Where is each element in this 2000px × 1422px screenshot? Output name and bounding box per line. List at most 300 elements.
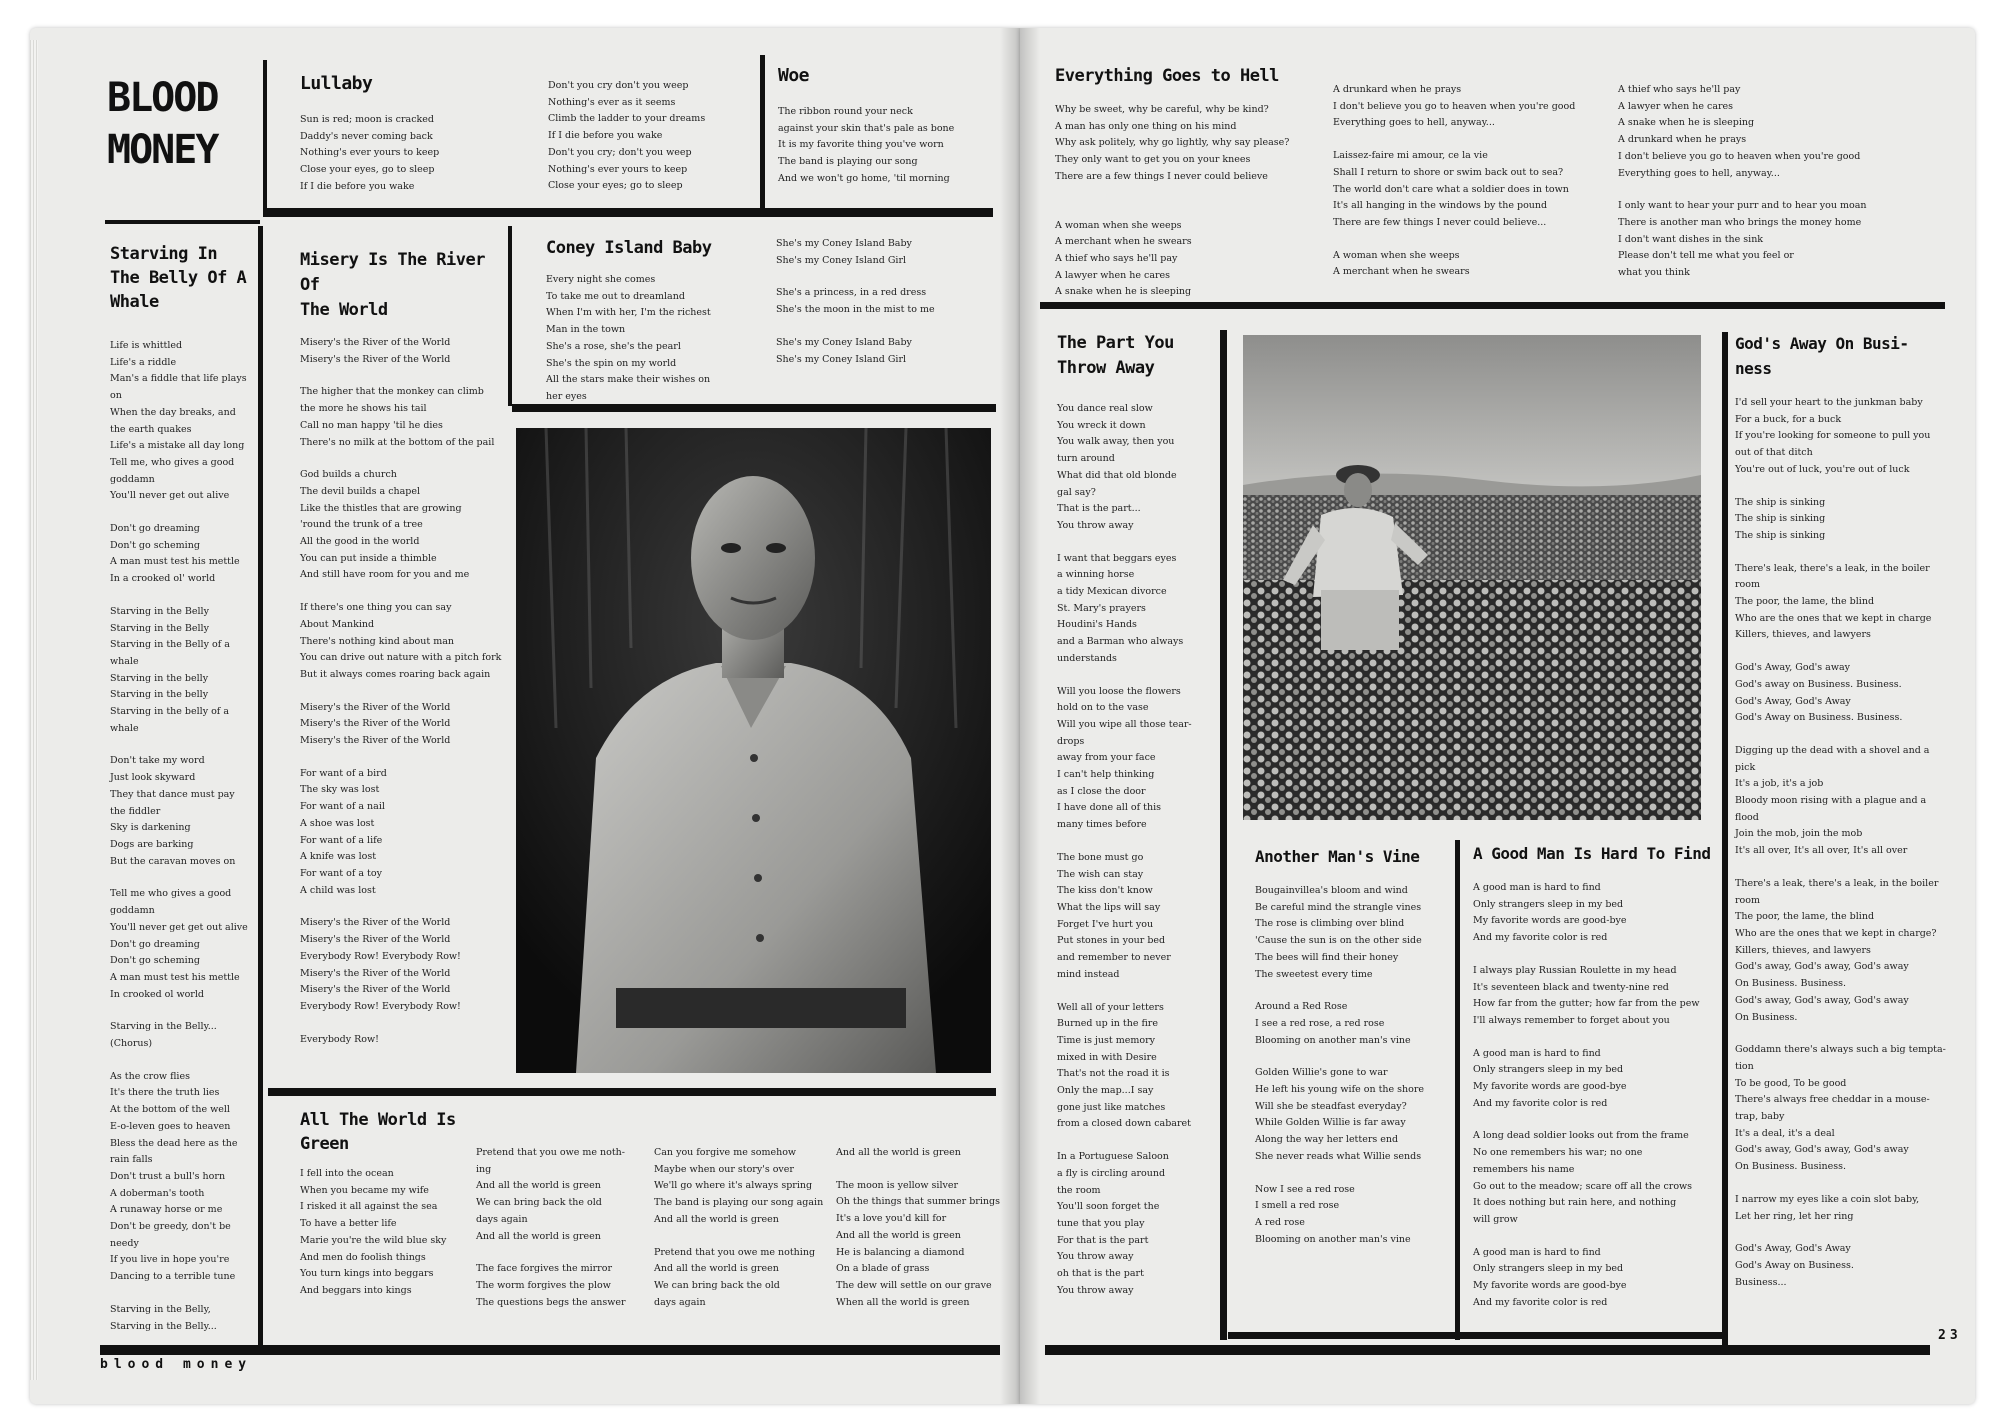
lyric-line: It's a deal, it's a deal [1735,1127,1835,1139]
lyric-line: Dogs are barking [110,838,194,850]
lyrics-column [300,112,530,196]
lyrics-column [1057,401,1217,1299]
lyric-line: Around a Red Rose [1255,1001,1348,1013]
lyric-line: What the lips will say [1057,901,1161,913]
lyrics-column [778,104,988,188]
lyric-line: A runaway horse or me [110,1204,223,1216]
lyric-line: mixed in with Desire [1057,1051,1157,1063]
lyric-line: And my favorite color is red [1473,1296,1608,1308]
lyric-line: It's all hanging in the windows by the pound [1333,200,1548,212]
lyric-line: Shall I return to shore or swim back out to sea? [1333,166,1564,178]
lyric-line: He left his young wife on the shore [1255,1084,1425,1096]
lyric-line: On a blade of grass [836,1263,930,1275]
stanza-break [300,684,505,700]
lyric-line: You're out of luck, you're out of luck [1735,463,1910,475]
page-stack-edge [30,40,38,1380]
lyric-line: Bless the dead here as the [110,1137,238,1149]
stanza-break [300,584,505,600]
lyrics-column [1735,395,1946,1291]
lyric-line: She's my Coney Island Baby [776,238,912,249]
lyric-line: God's Away, God's Away [1735,1243,1851,1255]
lyric-line: That is the part... [1057,503,1141,515]
lyric-line: Everybody Row! Everybody Row! [300,950,461,962]
stanza-break [1333,132,1593,148]
section-title: Coney Island Baby [546,238,712,258]
lyric-line: Call no man happy 'til he dies [300,419,443,431]
lyric-line: Why ask politely, why go lightly, why say please? [1055,137,1290,149]
lyric-line: For want of a toy [300,867,382,879]
lyric-line: the earth quakes [110,423,192,435]
lyric-line: And beggars into kings [300,1284,412,1296]
lyric-line: The questions begs the answer [476,1296,626,1308]
goodman-section [1473,842,1723,1311]
lyric-line: Every night she comes [546,274,656,285]
stanza-break [110,737,250,753]
lyric-line: In a crooked ol' world [110,573,216,585]
lyric-line: Nothing's ever yours to keep [548,163,688,175]
lyric-line: A red rose [1255,1216,1305,1228]
section-title: Lullaby [300,73,373,94]
lyric-line: Goddamn there's always such a big tempta- [1735,1044,1946,1056]
title-line: God's Away On Busi- [1735,334,1909,353]
all-world-section [300,1108,470,1300]
lyric-line: a tidy Mexican divorce [1057,586,1167,598]
lyric-line: The ship is sinking [1735,513,1826,525]
title-line: The World [300,300,388,320]
lyric-line: Killers, thieves, and lawyers [1735,944,1871,956]
lyric-line: against your skin that's pale as bone [778,122,955,134]
lyric-line: A lawyer when he cares [1618,100,1734,112]
lyric-line: God builds a church [300,469,397,481]
lyric-line: I have done all of this [1057,802,1161,814]
lyric-line: understands [1057,652,1117,664]
stanza-break [1735,727,1940,743]
lyric-line: St. Mary's prayers [1057,602,1146,614]
lyrics-column [654,1145,829,1311]
lyrics-column [1055,102,1315,301]
lyric-line: It's seventeen black and twenty-nine red [1473,981,1669,993]
lyric-line: I narrow my eyes like a coin slot baby, [1735,1193,1920,1205]
lyric-line: Life is whittled [110,340,183,351]
lyric-line: Starving in the belly of a [110,706,229,718]
lyric-line: Misery's the River of the World [300,984,451,996]
lyric-line: For want of a bird [300,767,387,779]
lyric-line: But it always comes roaring back again [300,668,491,680]
lyric-line: If I die before you wake [548,130,663,142]
lyrics-column [110,338,250,1335]
lyric-line: Starving in the Belly of a [110,639,230,651]
lyric-line: A child was lost [300,884,376,896]
lyric-line: I don't want dishes in the sink [1618,233,1764,245]
lyric-line: Man's a fiddle that life plays [110,373,247,385]
masthead-line: MONEY [107,127,218,173]
lyric-line: Misery's the River of the World [300,353,451,365]
lyric-line: A man has only one thing on his mind [1055,120,1237,132]
lyric-line: Oh the things that summer brings [836,1196,1000,1208]
stanza-break [110,505,250,521]
stanza-break [110,870,250,886]
lyric-line: You'll soon forget the [1057,1201,1160,1213]
stanza-break [1055,186,1315,202]
lyric-line: Just look skyward [110,772,196,784]
lyric-line: It's there the truth lies [110,1087,220,1099]
stanza-break [476,1245,651,1261]
lyric-line: tion [1735,1060,1754,1072]
lyric-line: Starving in the belly [110,689,209,701]
lyric-line: If I die before you wake [300,180,415,192]
rule-horizontal [100,1345,1000,1355]
lyric-line: Tell me, who gives a good [110,456,235,468]
title-line: The Part You [1057,333,1174,353]
section-title [1735,331,1940,381]
stanza-break [1735,1026,1940,1042]
lyric-line: Digging up the dead with a shovel and a [1735,744,1930,756]
lyric-line: A shoe was lost [300,817,375,829]
lyric-line: Like the thistles that are growing [300,502,462,514]
lyric-line: ing [476,1163,492,1175]
lyric-line: oh that is the part [1057,1268,1144,1280]
lyric-line: goddamn [110,473,155,485]
lyric-line: goddamn [110,905,155,917]
lyric-line: what you think [1618,267,1690,279]
lyric-line: 'round the trunk of a tree [300,519,423,531]
lyric-line: Man in the town [546,324,626,336]
lyric-line: Climb the ladder to your dreams [548,113,706,125]
lyric-line: She's a princess, in a red dress [776,287,927,299]
lyric-line: and a Barman who always [1057,636,1184,648]
lyric-line: Tell me who gives a good [110,888,232,900]
title-line: Throw Away [1057,358,1155,378]
lyric-line: Marie you're the wild blue sky [300,1234,447,1246]
lyric-line: a winning horse [1057,569,1135,581]
part-section [1057,331,1217,1299]
stanza-break [1255,1166,1453,1182]
lyric-line: There's a leak, there's a leak, in the boiler [1735,877,1939,889]
lyric-line: gone just like matches [1057,1101,1166,1113]
lyric-line: It is my favorite thing you've worn [778,139,944,151]
lyric-line: I don't believe you go to heaven when you're good [1618,150,1861,162]
lyric-line: Golden Willie's gone to war [1255,1067,1388,1079]
lyric-line: To take me out to dreamland [546,290,685,302]
lyric-line: Don't go scheming [110,955,200,967]
lyric-line: Well all of your letters [1057,1001,1164,1013]
lyric-line: The ship is sinking [1735,529,1826,541]
lyric-line: as I close the door [1057,785,1146,797]
lyric-line: Forget I've hurt you [1057,918,1154,930]
lyric-line: gal say? [1057,486,1096,498]
lyric-line: The bees will find their honey [1255,951,1399,963]
lyric-line: Don't be greedy, don't be [110,1221,231,1233]
lyric-line: The kiss don't know [1057,885,1153,897]
lyric-line: I only want to hear your purr and to hear you moan [1618,200,1867,212]
lyric-line: Blooming on another man's vine [1255,1233,1411,1245]
lyric-line: Sun is red; moon is cracked [300,114,434,125]
lyric-line: We can bring back the old [476,1197,602,1209]
lyric-line: Don't you cry; don't you weep [548,146,692,158]
lyric-line: You walk away, then you [1057,436,1175,448]
section-title: Everything Goes to Hell [1055,66,1279,86]
lyric-line: There's nothing kind about man [300,635,455,647]
lyric-line: Daddy's never coming back [300,130,433,142]
lyric-line: Starving in the Belly... [110,1320,217,1332]
lyric-line: And we won't go home, 'til morning [778,172,950,184]
lyric-line: It's a job, it's a job [1735,778,1824,790]
lullaby-section-col2 [548,78,748,195]
lyric-line: trap, baby [1735,1111,1785,1123]
lyric-line: The rose is climbing over blind [1255,918,1405,930]
lyric-line: For want of a nail [300,801,385,813]
lyric-line: God's away on Business. Business. [1735,678,1902,690]
lyric-line: A woman when she weeps [1055,219,1182,231]
stanza-break [1057,1133,1217,1149]
stanza-break [1255,1049,1453,1065]
lyric-line: drops [1057,735,1085,747]
lyric-line: You throw away [1057,1251,1134,1263]
lyric-line: many times before [1057,819,1147,831]
lyric-line: room [1735,579,1760,591]
lyric-line: For a buck, for a buck [1735,413,1842,425]
lyric-line: A drunkard when he prays [1333,84,1462,95]
lyric-line: And all the world is green [476,1230,601,1242]
lyric-line: God's away, God's away, God's away [1735,1144,1909,1156]
rule-vertical [508,226,512,406]
lyric-line: Misery's the River of the World [300,917,451,929]
running-title: blood money [100,1357,253,1372]
section-title: A Good Man Is Hard To Find [1473,844,1711,863]
title-line: Green [300,1134,349,1154]
lyric-line: Blooming on another man's vine [1255,1034,1411,1046]
stanza-break [836,1162,996,1178]
lyric-line: Life's a riddle [110,356,177,368]
lyric-line: Business... [1735,1276,1787,1288]
man-portrait-photo [516,428,991,1073]
lyric-line: And my favorite color is red [1473,1097,1608,1109]
rule-horizontal [263,208,993,217]
lyric-line: You'll never get get out alive [110,921,248,933]
stanza-break [1735,860,1940,876]
lyrics-column [1618,82,1908,282]
lyric-line: Misery's the River of the World [300,337,451,348]
lyric-line: For want of a life [300,834,383,846]
lyric-line: It does nothing but rain here, and nothing [1473,1197,1677,1209]
lyric-line: You'll never get out alive [110,490,230,502]
lyric-line: The poor, the lame, the blind [1735,911,1875,923]
lyric-line: God's Away on Business. Business. [1735,712,1903,724]
lyric-line: You throw away [1057,1284,1134,1296]
lyric-line: A drunkard when he prays [1618,134,1747,146]
lyric-line: Misery's the River of the World [300,701,451,713]
lyric-line: The world don't care what a soldier does in town [1333,183,1569,195]
lyric-line: About Mankind [300,618,375,630]
lyric-line: A good man is hard to find [1473,1047,1601,1059]
lyric-line: If there's one thing you can say [300,602,452,614]
god-section [1735,331,1946,1291]
lyric-line: A doberman's tooth [110,1187,205,1199]
lyric-line: You turn kings into beggars [300,1268,434,1280]
lyric-line: The face forgives the mirror [476,1263,612,1275]
lyric-line: A thief who says he'll pay [1055,252,1178,264]
stanza-break [1057,668,1217,684]
stanza-break [654,1229,829,1245]
lyric-line: will grow [1473,1213,1518,1225]
lyric-line: While Golden Willie is far away [1255,1117,1406,1129]
lyrics-column [546,272,761,406]
title-line: All The World Is [300,1110,456,1130]
rule-vertical [263,60,267,215]
lyric-line: needy [110,1237,139,1249]
lyric-line: Misery's the River of the World [300,934,451,946]
lyric-line: What did that old blonde [1057,469,1177,481]
lyric-line: There are a few things I never could believe [1055,170,1268,182]
section-title [300,248,505,323]
lyric-line: When all the world is green [836,1296,970,1308]
lyric-line: All the stars make their wishes on [546,374,711,386]
lyric-line: Why be sweet, why be careful, why be kind? [1055,104,1269,115]
all-world-col2 [476,1145,651,1311]
lyric-line: She's my Coney Island Baby [776,336,912,348]
lyric-line: Don't you cry don't you weep [548,80,689,91]
lyric-line: pick [1735,761,1756,773]
lyrics-column [548,78,748,195]
lyric-line: A man must test his mettle [110,556,240,568]
lyric-line: Starving in the Belly, [110,1303,211,1315]
rule-horizontal [1045,1345,1930,1355]
lyric-line: flood [1735,811,1759,823]
lyric-line: There is another man who brings the money home [1618,216,1862,228]
lyric-line: We can bring back the old [654,1279,780,1291]
rule-vertical [258,226,263,1348]
lyric-line: But the caravan moves on [110,855,236,867]
lyric-line: If you live in hope you're [110,1254,230,1266]
lyric-line: And my favorite color is red [1473,932,1608,944]
lyric-line: Who are the ones that we kept in charge [1735,612,1932,624]
stanza-break [1735,479,1940,495]
lyric-line: on [110,390,122,402]
lyric-line: I risked it all against the sea [300,1201,438,1213]
lyric-line: The band is playing our song [778,156,918,168]
rule-horizontal [1228,1332,1722,1339]
stanza-break [1333,232,1593,248]
lyric-line: When the day breaks, and [110,406,236,418]
lyric-line: rain falls [110,1154,153,1166]
stanza-break [776,319,976,335]
stanza-break [1057,535,1217,551]
lyric-line: Bloody moon rising with a plague and a [1735,795,1927,807]
lyrics-column [1333,82,1593,281]
lyric-line: That's not the road it is [1057,1068,1170,1080]
masthead-line: BLOOD [107,75,218,121]
lyric-line: She's the moon in the mist to me [776,304,935,316]
lyric-line: The ribbon round your neck [778,106,913,117]
lyric-line: When I'm with her, I'm the richest [546,307,711,319]
title-line: The Belly Of A [110,268,247,288]
lyric-line: Burned up in the fire [1057,1018,1158,1030]
lyric-line: For that is the part [1057,1234,1149,1246]
stanza-break [776,269,976,285]
lyric-line: There's leak, there's a leak, in the boiler [1735,562,1930,574]
rule-horizontal [105,220,260,224]
lyric-line: You wreck it down [1057,419,1146,431]
lyric-line: It's a love you'd kill for [836,1213,947,1225]
lyric-line: There's no milk at the bottom of the pail [300,436,495,448]
title-line: Misery Is The River Of [300,250,485,295]
coney-section [546,236,761,406]
lyric-line: Starving in the Belly... [110,1021,217,1033]
lyric-line: hold on to the vase [1057,702,1149,714]
lyric-line: God's away, God's away, God's away [1735,961,1909,973]
coney-section-col2 [776,236,976,368]
lyric-line: In a Portuguese Saloon [1057,1151,1169,1163]
lyric-line: On Business. [1735,1011,1798,1023]
lyric-line: The sweetest every time [1255,968,1373,980]
stanza-break [1057,834,1217,850]
lyric-line: On Business. Business. [1735,978,1846,990]
lyric-line: As the crow flies [110,1070,190,1082]
lyric-line: They only want to get you on your knees [1055,154,1251,166]
lyric-line: You throw away [1057,519,1134,531]
lyric-line: And all the world is green [654,1213,779,1225]
lyric-line: You can drive out nature with a pitch fork [300,652,502,664]
lyric-line: Close your eyes, go to sleep [300,164,435,176]
lyric-line: Only strangers sleep in my bed [1473,898,1624,910]
stanza-break [1473,947,1723,963]
lyric-line: Now I see a red rose [1255,1183,1355,1195]
lyric-line: The bone must go [1057,851,1144,863]
lyric-line: I see a red rose, a red rose [1255,1017,1385,1029]
lyric-line: She never reads what Willie sends [1255,1150,1422,1162]
lyric-line: A merchant when he swears [1333,266,1470,278]
lyric-line: She's the spin on my world [546,357,677,369]
lullaby-section [300,72,530,196]
lyric-line: The sky was lost [300,784,380,796]
rule-vertical [1455,840,1460,1340]
section-title [1057,331,1217,381]
lyric-line: Don't go scheming [110,539,200,551]
stanza-break [1055,202,1315,218]
lyric-line: God's Away, God's Away [1735,695,1851,707]
lyric-line: Pretend that you owe me noth- [476,1147,626,1158]
lyric-line: Only strangers sleep in my bed [1473,1263,1624,1275]
lyric-line: The ship is sinking [1735,496,1826,508]
lyric-line: Who are the ones that we kept in charge? [1735,927,1937,939]
lyric-line: E-o-leven goes to heaven [110,1120,231,1132]
lyric-line: Sky is darkening [110,822,191,834]
stanza-break [110,1286,250,1302]
lyric-line: A man must test his mettle [110,971,240,983]
lyric-line: At the bottom of the well [110,1104,230,1116]
stanza-break [1735,644,1940,660]
lyric-line: I'll always remember to forget about you [1473,1014,1670,1026]
lyric-line: And still have room for you and me [300,569,470,581]
starving-section [110,242,250,1335]
stanza-break [1735,545,1940,561]
rule-horizontal [268,1088,996,1096]
lyric-line: The wish can stay [1057,868,1144,880]
lyric-line: mind instead [1057,968,1120,980]
lyric-line: her eyes [546,390,587,402]
stanza-break [1473,1229,1723,1245]
lyric-line: God's away, God's away, God's away [1735,994,1909,1006]
lyric-line: 'Cause the sun is on the other side [1255,935,1422,947]
stanza-break [110,1003,250,1019]
lyrics-column [300,335,505,1048]
lyric-line: My favorite words are good-bye [1473,1280,1627,1292]
lyric-line: A knife was lost [300,851,377,863]
lyric-line: And all the world is green [654,1263,779,1275]
lyric-line: The devil builds a chapel [300,485,421,497]
lyric-line: Nothing's ever as it seems [548,96,676,108]
lyric-line: No one remembers his war; no one [1473,1147,1643,1159]
